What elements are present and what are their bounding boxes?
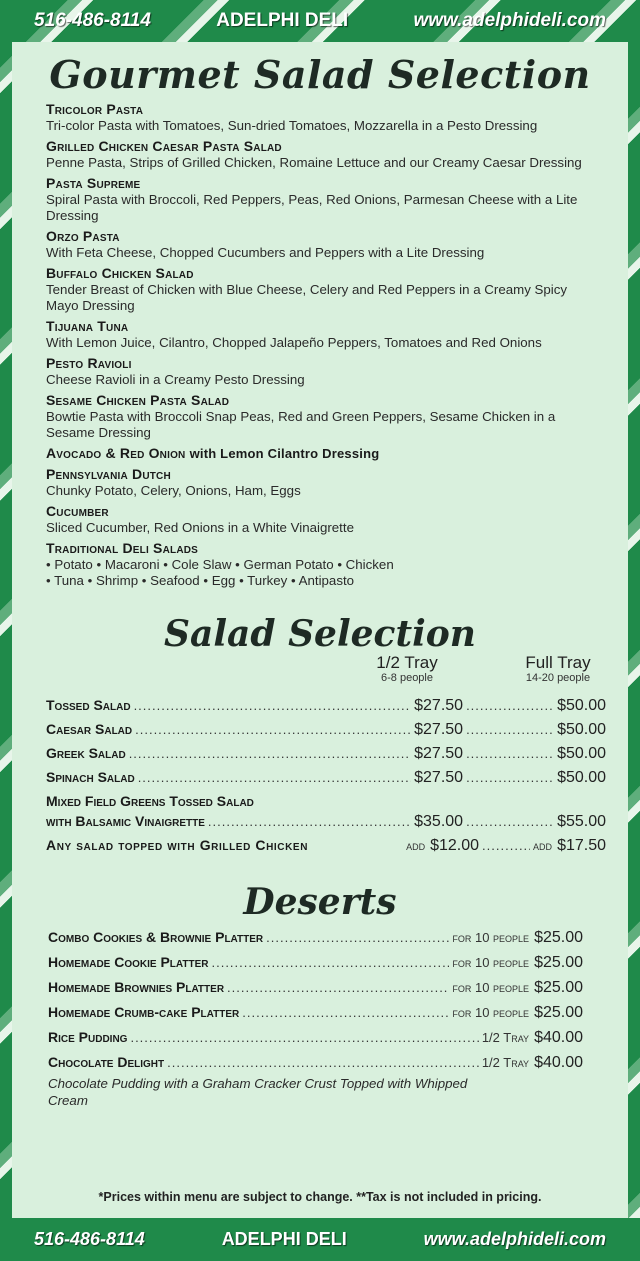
leader-dots bbox=[482, 838, 530, 853]
item-name: Pesto Ravioli bbox=[46, 355, 132, 371]
item-name: Orzo Pasta bbox=[46, 228, 120, 244]
dessert-price: $25.00 bbox=[534, 929, 583, 946]
full-price: $50.00 bbox=[557, 769, 606, 786]
full-tray-header bbox=[508, 653, 608, 684]
half-tray-header bbox=[362, 653, 452, 684]
table-row bbox=[46, 697, 606, 721]
dessert-price: $40.00 bbox=[534, 1029, 583, 1046]
leader-dots bbox=[466, 770, 554, 785]
table-row bbox=[46, 745, 606, 769]
item-name-suffix: with Lemon Cilantro Dressing bbox=[189, 446, 380, 461]
leader-dots bbox=[135, 722, 411, 737]
leader-dots bbox=[208, 814, 411, 829]
half-price: $27.50 bbox=[414, 769, 464, 786]
full-price: $50.00 bbox=[557, 721, 606, 738]
table-row bbox=[46, 769, 606, 793]
item-desc: Penne Pasta, Strips of Grilled Chicken, Romaine Lettuce and our Creamy Caesar Dressing bbox=[46, 155, 582, 170]
full-price: $55.00 bbox=[557, 813, 606, 830]
header-band bbox=[0, 0, 640, 42]
salad-name-line1: Mixed Field Greens Tossed Salad bbox=[46, 793, 254, 809]
list-item bbox=[46, 392, 594, 441]
list-item bbox=[46, 175, 594, 224]
item-desc: Chunky Potato, Celery, Onions, Ham, Eggs bbox=[46, 483, 301, 498]
leader-dots bbox=[227, 980, 449, 995]
item-name: Sesame Chicken Pasta Salad bbox=[46, 392, 230, 408]
table-row bbox=[46, 721, 606, 745]
list-item bbox=[46, 540, 594, 589]
leader-dots bbox=[242, 1005, 449, 1020]
table-row bbox=[46, 813, 606, 837]
list-item bbox=[46, 265, 594, 314]
dessert-name: Homemade Cookie Platter bbox=[48, 954, 209, 970]
gourmet-title: Gourmet Salad Selection bbox=[49, 52, 591, 97]
half-price: $35.00 bbox=[414, 813, 464, 830]
leader-dots bbox=[134, 698, 412, 713]
dessert-qty: 1/2 Tray bbox=[481, 1055, 530, 1070]
list-item bbox=[46, 228, 594, 261]
dessert-price: $40.00 bbox=[534, 1054, 583, 1071]
list-item bbox=[46, 138, 594, 171]
dessert-qty: for 10 people bbox=[452, 930, 530, 945]
item-name: Pennsylvania Dutch bbox=[46, 466, 171, 482]
dessert-name: Rice Pudding bbox=[48, 1029, 128, 1045]
salad-name: Caesar Salad bbox=[46, 721, 133, 737]
item-desc: Tender Breast of Chicken with Blue Cheese, Celery and Red Peppers in a Creamy Spicy Mayo Dressing bbox=[46, 282, 568, 313]
dessert-qty: for 10 people bbox=[452, 980, 530, 995]
dessert-name: Chocolate Delight bbox=[48, 1054, 165, 1070]
half-tray-label: 1/2 Tray bbox=[376, 653, 438, 672]
dessert-price: $25.00 bbox=[534, 954, 583, 971]
table-row-line1 bbox=[46, 793, 606, 813]
item-desc: Tri-color Pasta with Tomatoes, Sun-dried Tomatoes, Mozzarella in a Pesto Dressing bbox=[46, 118, 538, 133]
dessert-name: Combo Cookies & Brownie Platter bbox=[48, 929, 264, 945]
dessert-price: $25.00 bbox=[534, 979, 583, 996]
dessert-qty: 1/2 Tray bbox=[481, 1030, 530, 1045]
leader-dots bbox=[129, 746, 411, 761]
desserts-title: Deserts bbox=[243, 881, 397, 923]
item-name: Tricolor Pasta bbox=[46, 101, 144, 117]
item-desc: Cheese Ravioli in a Creamy Pesto Dressing bbox=[46, 372, 305, 387]
salad-name: Tossed Salad bbox=[46, 697, 131, 713]
dessert-name: Homemade Brownies Platter bbox=[48, 979, 225, 995]
list-item bbox=[46, 355, 594, 388]
item-desc: Bowtie Pasta with Broccoli Snap Peas, Red and Green Peppers, Sesame Chicken in a Sesame Dressing bbox=[46, 409, 556, 440]
salad-name: Greek Salad bbox=[46, 745, 126, 761]
full-price: $50.00 bbox=[557, 745, 606, 762]
item-name: Cucumber bbox=[46, 503, 109, 519]
half-tray-people: 6-8 people bbox=[381, 672, 433, 684]
header-deli-name: ADELPHI DELI bbox=[216, 10, 349, 31]
footer-deli-name: ADELPHI DELI bbox=[221, 1229, 347, 1249]
item-name: Buffalo Chicken Salad bbox=[46, 265, 194, 281]
item-desc: With Lemon Juice, Cilantro, Chopped Jalapeño Peppers, Tomatoes and Red Onions bbox=[46, 335, 542, 350]
item-desc: Spiral Pasta with Broccoli, Red Peppers, Peas, Red Onions, Parmesan Cheese with a Lite Dressing bbox=[46, 192, 578, 223]
item-name: Traditional Deli Salads bbox=[46, 540, 199, 556]
footer-band bbox=[0, 1218, 640, 1261]
item-desc: • Tuna • Shrimp • Seafood • Egg • Turkey • Antipasto bbox=[46, 573, 355, 588]
item-name-main: Avocado & Red Onion bbox=[46, 445, 186, 461]
leader-dots bbox=[130, 1030, 478, 1045]
table-row bbox=[48, 954, 583, 979]
full-prefix: add bbox=[533, 838, 553, 853]
full-price: $50.00 bbox=[557, 697, 606, 714]
salad-name: Any salad topped with Grilled Chicken bbox=[46, 837, 309, 853]
footer-phone: 516-486-8114 bbox=[34, 1229, 145, 1249]
gourmet-list bbox=[12, 101, 628, 589]
list-item bbox=[46, 318, 594, 351]
full-tray-label: Full Tray bbox=[525, 653, 591, 672]
item-name bbox=[46, 445, 594, 462]
half-price: $27.50 bbox=[414, 721, 464, 738]
item-name: Pasta Supreme bbox=[46, 175, 141, 191]
leader-dots bbox=[466, 722, 554, 737]
dessert-name: Homemade Crumb-cake Platter bbox=[48, 1004, 240, 1020]
item-desc: • Potato • Macaroni • Cole Slaw • German Potato • Chicken bbox=[46, 557, 394, 572]
leader-dots bbox=[211, 955, 449, 970]
pricing-footnote: *Prices within menu are subject to change. **Tax is not included in pricing. bbox=[98, 1190, 542, 1204]
list-item bbox=[46, 101, 594, 134]
item-name: Grilled Chicken Caesar Pasta Salad bbox=[46, 138, 282, 154]
menu-panel bbox=[12, 42, 628, 1218]
table-row bbox=[46, 837, 606, 861]
list-item bbox=[46, 466, 594, 499]
tray-headers bbox=[12, 653, 628, 689]
salad-price-list bbox=[12, 697, 628, 861]
half-price: $12.00 bbox=[430, 837, 480, 854]
half-price: $27.50 bbox=[414, 697, 464, 714]
leader-dots bbox=[167, 1055, 479, 1070]
item-desc: With Feta Cheese, Chopped Cucumbers and Peppers with a Lite Dressing bbox=[46, 245, 485, 260]
table-row bbox=[48, 979, 583, 1004]
table-row bbox=[48, 929, 583, 954]
dessert-qty: for 10 people bbox=[452, 955, 530, 970]
half-prefix: add bbox=[406, 838, 426, 853]
salad-name: with Balsamic Vinaigrette bbox=[46, 813, 205, 829]
item-desc: Sliced Cucumber, Red Onions in a White Vinaigrette bbox=[46, 520, 354, 535]
dessert-price-list bbox=[12, 929, 628, 1109]
half-price: $27.50 bbox=[414, 745, 464, 762]
salad-title: Salad Selection bbox=[164, 613, 476, 655]
salad-name: Spinach Salad bbox=[46, 769, 135, 785]
header-phone: 516-486-8114 bbox=[34, 10, 151, 31]
table-row bbox=[48, 1029, 583, 1054]
dessert-desc: Chocolate Pudding with a Graham Cracker Crust Topped with Whipped Cream bbox=[48, 1076, 468, 1108]
leader-dots bbox=[466, 698, 554, 713]
footer-website: www.adelphideli.com bbox=[423, 1229, 606, 1249]
table-row bbox=[48, 1004, 583, 1029]
leader-dots bbox=[466, 814, 554, 829]
dessert-qty: for 10 people bbox=[452, 1005, 530, 1020]
full-tray-people: 14-20 people bbox=[525, 672, 591, 684]
leader-dots bbox=[138, 770, 411, 785]
header-website: www.adelphideli.com bbox=[413, 10, 606, 31]
full-price: $17.50 bbox=[557, 837, 606, 854]
item-name: Tijuana Tuna bbox=[46, 318, 129, 334]
leader-dots bbox=[266, 930, 449, 945]
list-item bbox=[46, 445, 594, 462]
list-item bbox=[46, 503, 594, 536]
dessert-price: $25.00 bbox=[534, 1004, 583, 1021]
leader-dots bbox=[466, 746, 554, 761]
